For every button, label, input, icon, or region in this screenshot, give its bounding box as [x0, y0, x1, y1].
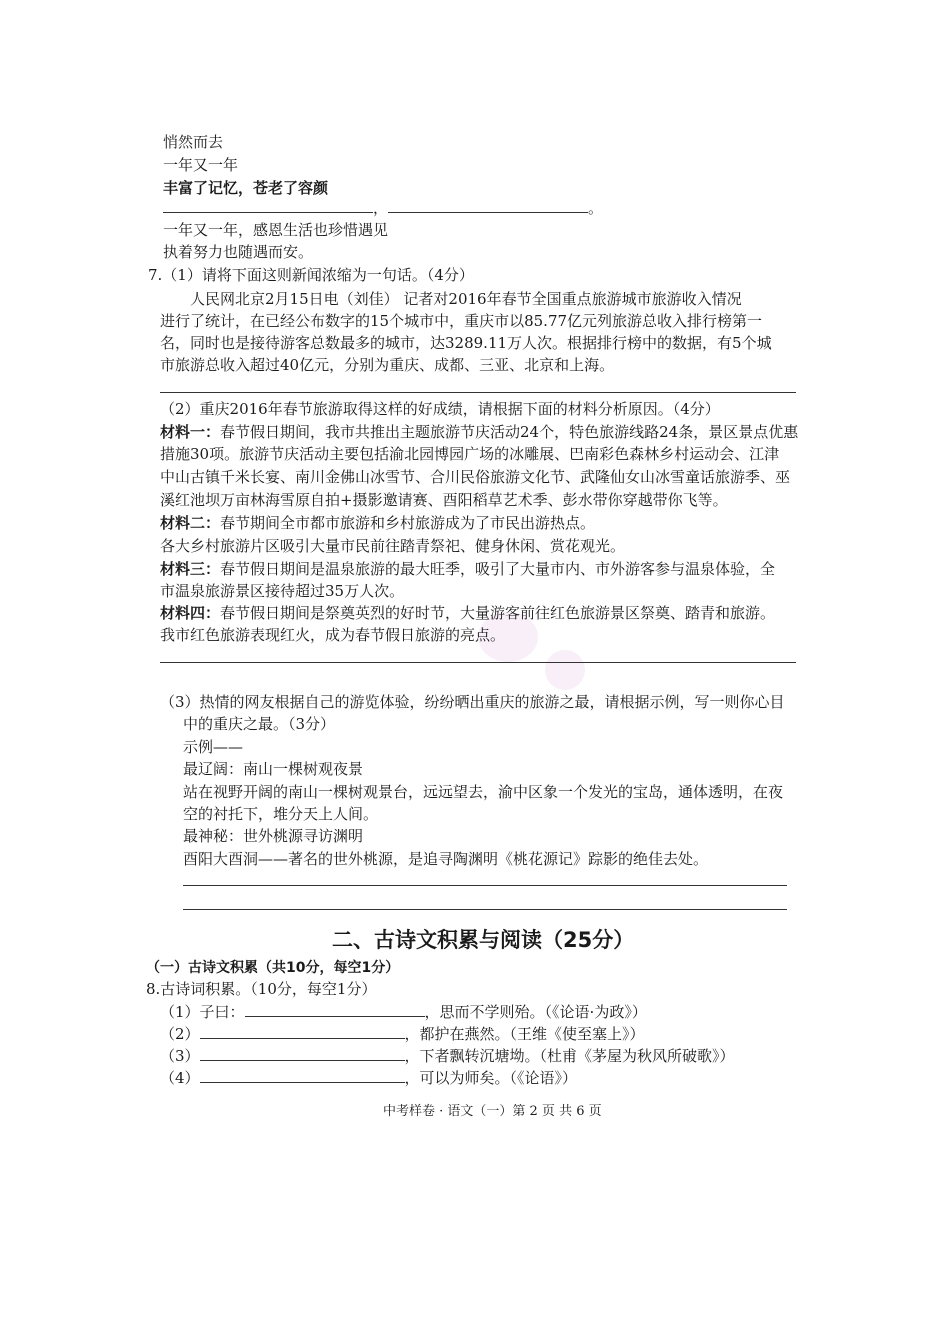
question-7-1-prompt: 7.（1）请将下面这则新闻浓缩为一句话。（4分）	[148, 266, 474, 284]
poem-sep: ，	[373, 199, 389, 217]
material-text: 春节假日期间是祭奠英烈的好时节，大量游客前往红色旅游景区祭奠、踏青和旅游。	[220, 604, 776, 622]
material-text: 春节假日期间，我市共推出主题旅游节庆活动24个，特色旅游线路24条，景区景点优惠	[220, 423, 799, 441]
material-label: 材料三：	[160, 560, 221, 578]
example-label: 示例——	[183, 738, 244, 756]
material-text: 措施30项。旅游节庆活动主要包括渝北园博园广场的冰雕展、巴南彩色森林乡村运动会、江津	[160, 445, 780, 463]
item-text: ，下者飘转沉塘坳。（杜甫《茅屋为秋风所破歌》）	[404, 1047, 735, 1065]
example-title: 最神秘：世外桃源寻访渊明	[183, 827, 364, 845]
material-text: 我市红色旅游表现红火，成为春节假日旅游的亮点。	[160, 626, 506, 644]
material-3	[160, 559, 775, 579]
fill-blank[interactable]	[200, 1024, 405, 1039]
item-text: ，都护在燕然。（王维《使至塞上》）	[404, 1025, 645, 1043]
question-7-3-prompt: （3）热情的网友根据自己的游览体验，纷纷晒出重庆的旅游之最，请根据示例，写一则你心目	[160, 693, 785, 711]
material-text: 中山古镇千米长宴、南川金佛山冰雪节、合川民俗旅游文化节、武隆仙女山冰雪童话旅游季、巫	[160, 468, 791, 486]
ink-stain	[545, 650, 585, 690]
poem-end: 。	[588, 199, 604, 217]
material-label: 材料二：	[160, 514, 221, 532]
material-2	[160, 513, 595, 533]
example-body: 站在视野开阔的南山一棵树观景台，远远望去，渝中区象一个发光的宝岛，通体透明，在夜	[183, 783, 784, 801]
material-text: 溪红池坝万亩林海雪原自拍+摄影邀请赛、酉阳稻草艺术季、彭水带你穿越带你飞等。	[160, 491, 728, 509]
fill-blank[interactable]	[200, 1046, 405, 1061]
material-text: 春节期间全市都市旅游和乡村旅游成为了市民出游热点。	[220, 514, 596, 532]
poem-line: 一年又一年	[163, 156, 239, 174]
answer-line-7-2[interactable]	[160, 662, 796, 663]
fill-item-4	[160, 1068, 577, 1088]
answer-line-7-3[interactable]	[183, 885, 787, 886]
material-label: 材料一：	[160, 423, 221, 441]
subsection-title: （一）古诗文积累（共10分，每空1分）	[146, 960, 400, 976]
section-title: 二、古诗文积累与阅读（25分）	[332, 928, 635, 952]
poem-line: 一年又一年，感恩生活也珍惜遇见	[163, 221, 389, 239]
fill-blank[interactable]	[245, 1002, 425, 1017]
news-line: 市旅游总收入超过40亿元，分别为重庆、成都、三亚、北京和上海。	[160, 356, 615, 374]
example-body: 酉阳大酉洞——著名的世外桃源，是追寻陶渊明《桃花源记》踪影的绝佳去处。	[183, 850, 709, 868]
answer-line-7-1[interactable]	[160, 392, 796, 393]
fill-item-1	[160, 1002, 647, 1022]
item-number: （3）	[160, 1047, 200, 1065]
question-7-2-prompt: （2）重庆2016年春节旅游取得这样的好成绩，请根据下面的材料分析原因。（4分）	[160, 400, 720, 418]
answer-line-7-3[interactable]	[183, 909, 787, 910]
news-line: 名，同时也是接待游客总数最多的城市，达3289.11万人次。根据排行榜中的数据，有5个城	[160, 334, 772, 352]
example-title: 最辽阔：南山一棵树观夜景	[183, 760, 364, 778]
example-body: 空的衬托下，堆分天上人间。	[183, 805, 379, 823]
poem-line: 丰富了记忆，苍老了容颜	[163, 179, 329, 197]
poem-line: 执着努力也随遇而安。	[163, 243, 314, 261]
item-text: ，思而不学则殆。（《论语·为政》）	[424, 1003, 647, 1021]
fill-blank[interactable]	[200, 1068, 405, 1083]
material-text: 各大乡村旅游片区吸引大量市民前往踏青祭祀、健身休闲、赏花观光。	[160, 537, 626, 555]
material-text: 春节假日期间是温泉旅游的最大旺季，吸引了大量市内、市外游客参与温泉体验，全	[220, 560, 776, 578]
news-line: 人民网北京2月15日电（刘佳） 记者对2016年春节全国重点旅游城市旅游收入情况	[190, 290, 742, 308]
material-text: 市温泉旅游景区接待超过35万人次。	[160, 582, 405, 600]
material-label: 材料四：	[160, 604, 221, 622]
item-number: （1）子曰：	[160, 1003, 245, 1021]
item-text: ，可以为师矣。（《论语》）	[404, 1069, 578, 1087]
question-7-3-prompt: 中的重庆之最。（3分）	[183, 715, 336, 733]
item-number: （2）	[160, 1025, 200, 1043]
news-line: 进行了统计，在已经公布数字的15个城市中，重庆市以85.77亿元列旅游总收入排行榜第一	[160, 312, 763, 330]
fill-item-2	[160, 1024, 645, 1044]
material-4	[160, 603, 775, 623]
poem-line: 悄然而去	[163, 133, 224, 151]
poem-blank-line[interactable]	[163, 198, 603, 218]
fill-item-3	[160, 1046, 735, 1066]
page-footer: 中考样卷 · 语文（一）第 2 页 共 6 页	[383, 1104, 602, 1119]
item-number: （4）	[160, 1069, 200, 1087]
question-8-prompt: 8.古诗词积累。（10分，每空1分）	[146, 980, 377, 998]
material-1	[160, 422, 798, 442]
